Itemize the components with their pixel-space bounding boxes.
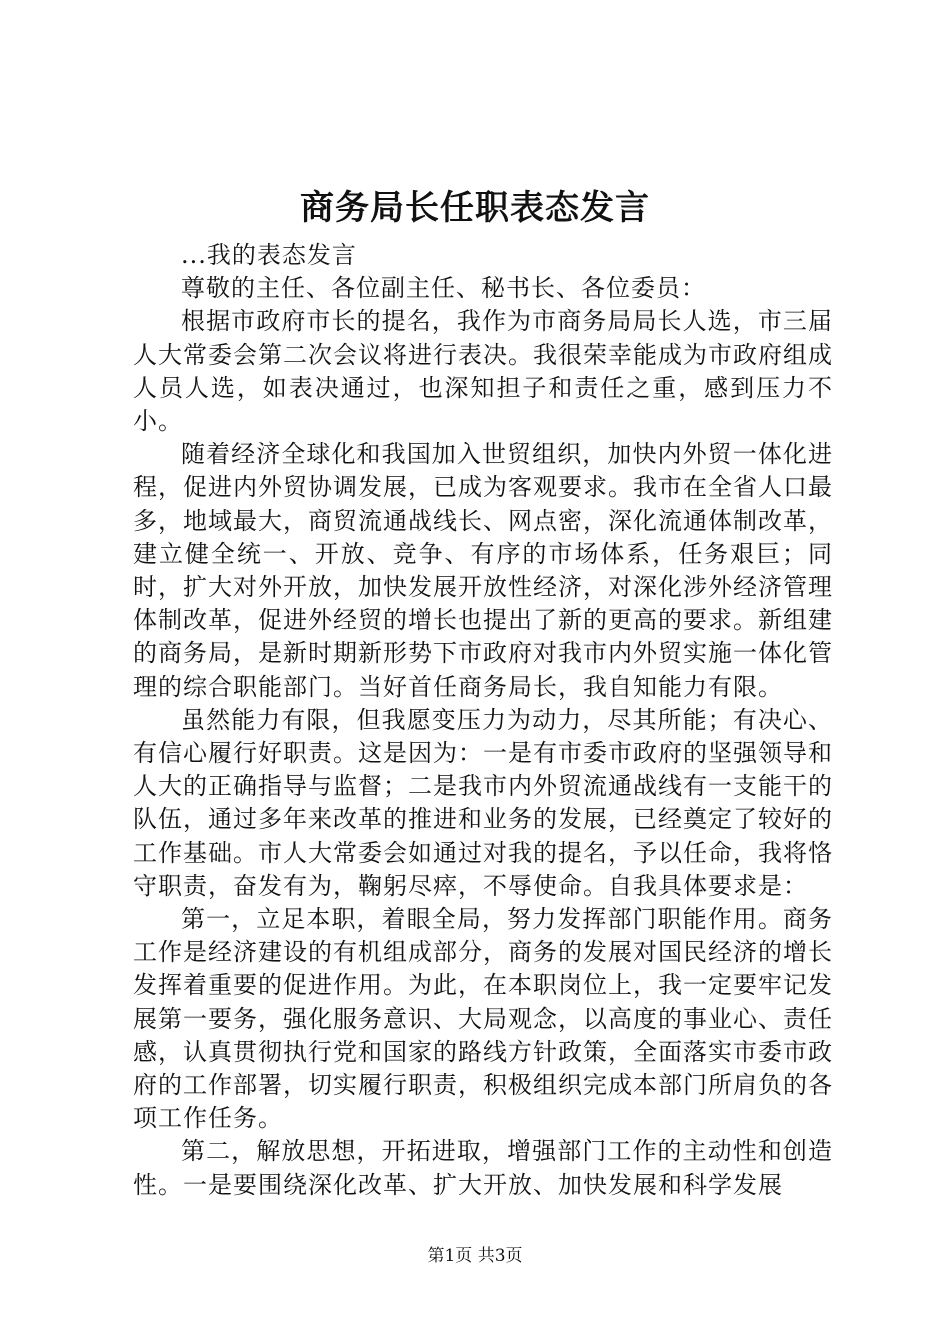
paragraph: ...我的表态发言 <box>181 241 357 269</box>
document-title: 商务局长任职表态发言 <box>300 188 650 228</box>
paragraph: 虽然能力有限，但我愿变压力为动力，尽其所能；有决心、有信心履行好职责。这是因为：一是有市委市政府的坚强领导和人大的正确指导与监督；二是我市内外贸流通战线有一支能干的队伍，通过多年来改革的推进和业务的发展，已经奠定了较好的工作基础。市人大常委会如通过对我的提名，予以任命，我将恪守职责，奋发有为，鞠躬尽瘁，不辱使命。自我具体要求是： <box>133 705 833 900</box>
paragraph: 第二，解放思想，开拓进取，增强部门工作的主动性和创造性。一是要围绕深化改革、扩大开放、加快发展和科学发展 <box>133 1137 833 1199</box>
paragraph: 根据市政府市长的提名，我作为市商务局局长人选，市三届人大常委会第二次会议将进行表决。我很荣幸能成为市政府组成人员人选，如表决通过，也深知担子和责任之重，感到压力不小。 <box>133 307 833 436</box>
document-body <box>133 239 833 1202</box>
page-number-footer: 第1页 共3页 <box>427 1246 523 1266</box>
paragraph: 随着经济全球化和我国加入世贸组织，加快内外贸一体化进程，促进内外贸协调发展，已成为客观要求。我市在全省人口最多，地域最大，商贸流通战线长、网点密，深化流通体制改革，建立健全统一、开放、竞争、有序的市场体系，任务艰巨；同时，扩大对外开放，加快发展开放性经济，对深化涉外经济管理体制改革，促进外经贸的增长也提出了新的更高的要求。新组建的商务局，是新时期新形势下市政府对我市内外贸实施一体化管理的综合职能部门。当好首任商务局长，我自知能力有限。 <box>133 440 833 701</box>
paragraph: 尊敬的主任、各位副主任、秘书长、各位委员： <box>181 274 706 303</box>
paragraph: 第一，立足本职，着眼全局，努力发挥部门职能作用。商务工作是经济建设的有机组成部分，商务的发展对国民经济的增长发挥着重要的促进作用。为此，在本职岗位上，我一定要牢记发展第一要务，强化服务意识、大局观念，以高度的事业心、责任感，认真贯彻执行党和国家的路线方针政策，全面落实市委市政府的工作部署，切实履行职责，积极组织完成本部门所肩负的各项工作任务。 <box>133 905 833 1133</box>
